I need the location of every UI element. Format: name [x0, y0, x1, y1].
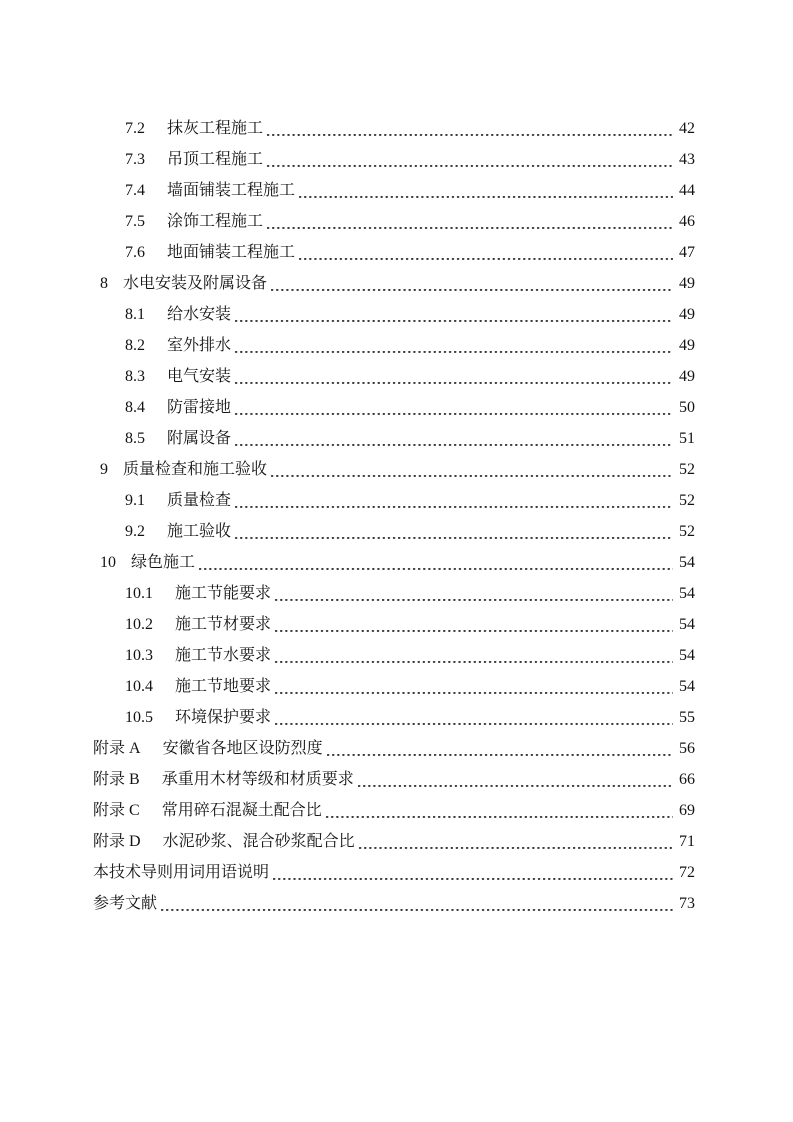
dot-leader — [271, 268, 673, 299]
toc-entry-number: 附录 D — [93, 833, 141, 850]
dot-leader — [326, 795, 673, 826]
toc-entry-title: 施工验收 — [167, 523, 232, 540]
page-number: 49 — [679, 306, 695, 323]
dot-leader — [299, 175, 673, 206]
dot-leader — [275, 702, 673, 733]
toc-entry-number: 7.4 — [125, 182, 145, 199]
toc-entry[interactable] — [0, 485, 695, 516]
dot-leader — [235, 299, 673, 330]
page-number: 44 — [679, 182, 695, 199]
page-number: 52 — [679, 492, 695, 509]
dot-leader — [235, 423, 673, 454]
toc-entry[interactable] — [0, 175, 695, 206]
dot-leader — [235, 392, 673, 423]
toc-entry[interactable] — [0, 361, 695, 392]
toc-entry[interactable] — [0, 733, 695, 764]
toc-entry-title: 电气安装 — [167, 368, 232, 385]
toc-entry[interactable] — [0, 516, 695, 547]
dot-leader — [273, 857, 673, 888]
toc-entry[interactable] — [0, 330, 695, 361]
toc-entry-number: 8.3 — [125, 368, 145, 385]
toc-entry-title: 地面铺装工程施工 — [167, 244, 296, 261]
page-number: 50 — [679, 399, 695, 416]
page-number: 54 — [679, 647, 695, 664]
page-number: 54 — [679, 585, 695, 602]
toc-entry[interactable] — [0, 423, 695, 454]
toc-entry-number: 9 — [100, 461, 108, 478]
toc-entry-title: 施工节能要求 — [175, 585, 272, 602]
page-number: 43 — [679, 151, 695, 168]
toc-entry-number: 9.2 — [125, 523, 145, 540]
page-number: 71 — [679, 833, 695, 850]
toc-entry-title: 承重用木材等级和材质要求 — [161, 771, 354, 788]
toc-entry-title: 质量检查 — [167, 492, 232, 509]
toc-entry-title: 吊顶工程施工 — [167, 151, 264, 168]
toc-entry[interactable] — [0, 454, 695, 485]
toc-entry-title: 水泥砂浆、混合砂浆配合比 — [162, 833, 355, 850]
toc-entry-number: 7.2 — [125, 120, 145, 137]
dot-leader — [327, 733, 673, 764]
toc-entry-title: 墙面铺装工程施工 — [167, 182, 296, 199]
toc-entry[interactable] — [0, 113, 695, 144]
toc-entry-title: 给水安装 — [167, 306, 232, 323]
toc-entry[interactable] — [0, 888, 695, 919]
dot-leader — [275, 578, 673, 609]
dot-leader — [235, 361, 673, 392]
page-number: 66 — [679, 771, 695, 788]
toc-entry-number: 10.4 — [125, 678, 153, 695]
page-number: 49 — [679, 275, 695, 292]
page-number: 51 — [679, 430, 695, 447]
toc-entry-number: 8.5 — [125, 430, 145, 447]
dot-leader — [235, 516, 673, 547]
page-number: 49 — [679, 337, 695, 354]
toc-entry-title: 参考文献 — [93, 895, 158, 912]
toc-entry-title: 涂饰工程施工 — [167, 213, 264, 230]
toc-entry[interactable] — [0, 702, 695, 733]
toc-entry-number: 10.1 — [125, 585, 153, 602]
page-number: 73 — [679, 895, 695, 912]
toc-entry-title: 抹灰工程施工 — [167, 120, 264, 137]
toc-entry-title: 室外排水 — [167, 337, 232, 354]
page-number: 46 — [679, 213, 695, 230]
toc-entry[interactable] — [0, 206, 695, 237]
dot-leader — [199, 547, 673, 578]
toc-entry-title: 防雷接地 — [167, 399, 232, 416]
page-number: 55 — [679, 709, 695, 726]
toc-entry-title: 施工节水要求 — [175, 647, 272, 664]
toc-entry[interactable] — [0, 392, 695, 423]
dot-leader — [359, 826, 673, 857]
dot-leader — [235, 330, 673, 361]
toc-entry-number: 8 — [100, 275, 108, 292]
toc-entry-title: 安徽省各地区设防烈度 — [162, 740, 323, 757]
dot-leader — [267, 113, 673, 144]
toc-entry-number: 8.1 — [125, 306, 145, 323]
toc-entry-title: 质量检查和施工验收 — [123, 461, 268, 478]
dot-leader — [235, 485, 673, 516]
dot-leader — [161, 888, 673, 919]
toc-entry-number: 7.5 — [125, 213, 145, 230]
toc-entry-title: 本技术导则用词用语说明 — [93, 864, 270, 881]
page-number: 56 — [679, 740, 695, 757]
page-number: 47 — [679, 244, 695, 261]
toc-entry[interactable] — [0, 144, 695, 175]
page-number: 49 — [679, 368, 695, 385]
toc-entry-number: 7.3 — [125, 151, 145, 168]
toc-entry[interactable] — [0, 640, 695, 671]
toc-entry[interactable] — [0, 826, 695, 857]
page-number: 72 — [679, 864, 695, 881]
toc-entry-number: 10 — [100, 554, 116, 571]
toc-entry-number: 10.5 — [125, 709, 153, 726]
toc-entry-number: 8.2 — [125, 337, 145, 354]
toc-entry[interactable] — [0, 764, 695, 795]
toc-entry[interactable] — [0, 237, 695, 268]
toc-entry-number: 9.1 — [125, 492, 145, 509]
dot-leader — [267, 144, 673, 175]
page-number: 52 — [679, 461, 695, 478]
toc-entry[interactable] — [0, 268, 695, 299]
toc-entry[interactable] — [0, 609, 695, 640]
toc-entry[interactable] — [0, 578, 695, 609]
dot-leader — [267, 206, 673, 237]
toc-entry-title: 施工节地要求 — [175, 678, 272, 695]
dot-leader — [275, 640, 673, 671]
toc-entry-number: 8.4 — [125, 399, 145, 416]
dot-leader — [358, 764, 673, 795]
toc-entry-title: 绿色施工 — [131, 554, 196, 571]
page-number: 54 — [679, 678, 695, 695]
toc-entry-title: 环境保护要求 — [175, 709, 272, 726]
toc-entry-number: 10.3 — [125, 647, 153, 664]
dot-leader — [299, 237, 673, 268]
toc-entry[interactable] — [0, 795, 695, 826]
dot-leader — [275, 609, 673, 640]
toc-entry-number: 7.6 — [125, 244, 145, 261]
toc-entry[interactable] — [0, 299, 695, 330]
toc-entry-number: 附录 A — [93, 740, 141, 757]
toc-entry[interactable] — [0, 857, 695, 888]
toc-entry-title: 施工节材要求 — [175, 616, 272, 633]
toc-entry[interactable] — [0, 547, 695, 578]
toc-entry-title: 水电安装及附属设备 — [123, 275, 268, 292]
page-number: 69 — [679, 802, 695, 819]
toc-entry-number: 10.2 — [125, 616, 153, 633]
toc-entry-number: 附录 C — [93, 802, 140, 819]
table-of-contents — [0, 113, 695, 919]
dot-leader — [275, 671, 673, 702]
page-number: 52 — [679, 523, 695, 540]
page-number: 54 — [679, 616, 695, 633]
dot-leader — [271, 454, 673, 485]
toc-entry-title: 附属设备 — [167, 430, 232, 447]
toc-entry-number: 附录 B — [93, 771, 140, 788]
toc-entry[interactable] — [0, 671, 695, 702]
page-number: 54 — [679, 554, 695, 571]
page-number: 42 — [679, 120, 695, 137]
toc-entry-title: 常用碎石混凝土配合比 — [161, 802, 322, 819]
